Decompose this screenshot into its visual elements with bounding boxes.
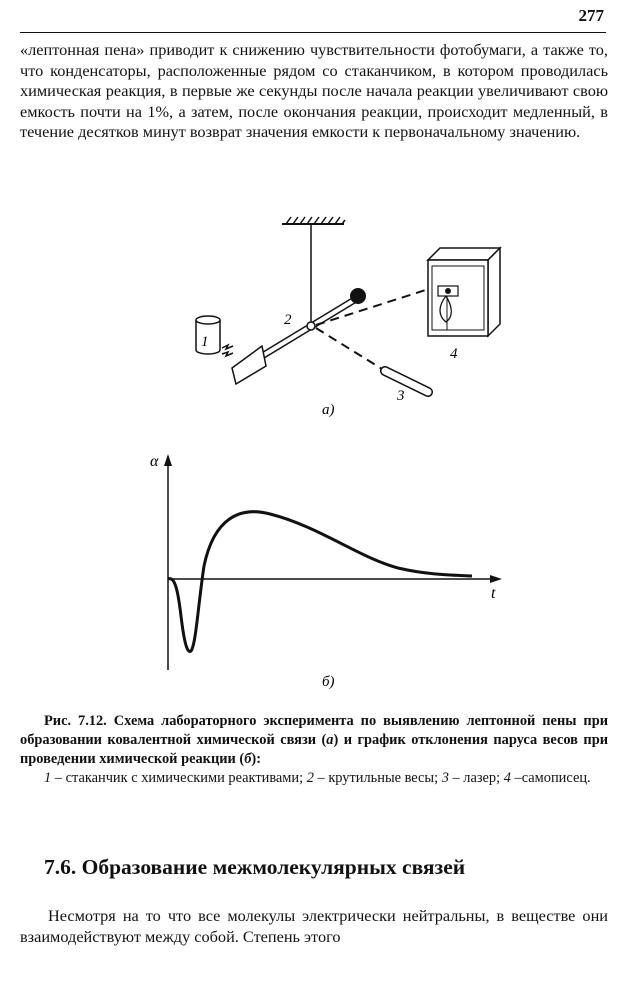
caption-text-1: Схема лабораторного эксперимента по выявлению лептонной пены при образовании ковалентной химической связи ( [20,713,608,748]
legend-num-2: 2 [306,770,314,786]
caption-title [20,712,608,769]
label-4: 4 [450,346,458,362]
legend-text-4: –самописец. [510,770,591,786]
legend-num-4: 4 [503,770,511,786]
intro-paragraph: «лептонная пена» приводит к снижению чувствительности фотобумаги, а также то, что конденсаторы, расположенные рядом со стаканчиком, в котором проводилась химическая реакция, в первые же секунды после начала реакции увеличивают свою емкость почти на 1%, а затем, после окончания реакции, происходит медленный, в течение десятков минут возврат значения емкости к первоначальному значению. [20,40,608,141]
laser [385,371,428,392]
x-axis-label: t [491,585,496,602]
label-3: 3 [397,388,405,404]
caption-legend [20,769,608,788]
legend-num-3: 3 [441,770,449,786]
graph-axes [164,454,502,670]
legend-text-1: – стаканчик с химическими реактивами; [51,770,307,786]
laser-beam-out [316,288,432,325]
ceiling-mount [282,217,345,224]
deflection-curve [168,512,472,652]
label-2: 2 [284,312,292,328]
page-number: 277 [578,6,604,25]
section-title: 7.6. Образование межмолекулярных связей [44,855,466,879]
y-axis-label: α [150,453,159,470]
closing-paragraph: Несмотря на то что все молекулы электрически нейтральны, в веществе они взаимодействуют между собой. Степень этого [20,906,608,946]
caption-mark-a: а [326,732,334,748]
figure-caption [20,712,608,788]
header-rule [20,32,606,33]
legend-num-1: 1 [44,770,52,786]
legend-text-2: – крутильные весы; [313,770,442,786]
caption-text-2: ) и график отклонения паруса весов при проведении химической реакции ( [20,732,608,767]
part-b-label: б) [322,674,335,690]
torsion-balance [232,288,366,384]
caption-prefix: Рис. 7.12. [44,713,107,729]
figure-7-12 [0,196,626,696]
caption-text-3: ): [251,751,261,767]
figure-svg [0,196,626,696]
chart-recorder [428,248,500,336]
part-a-label: а) [322,402,335,418]
laser-beam-in [316,328,382,369]
legend-text-3: – лазер; [448,770,504,786]
label-1: 1 [201,334,209,350]
caption-mark-b: б [244,751,252,767]
